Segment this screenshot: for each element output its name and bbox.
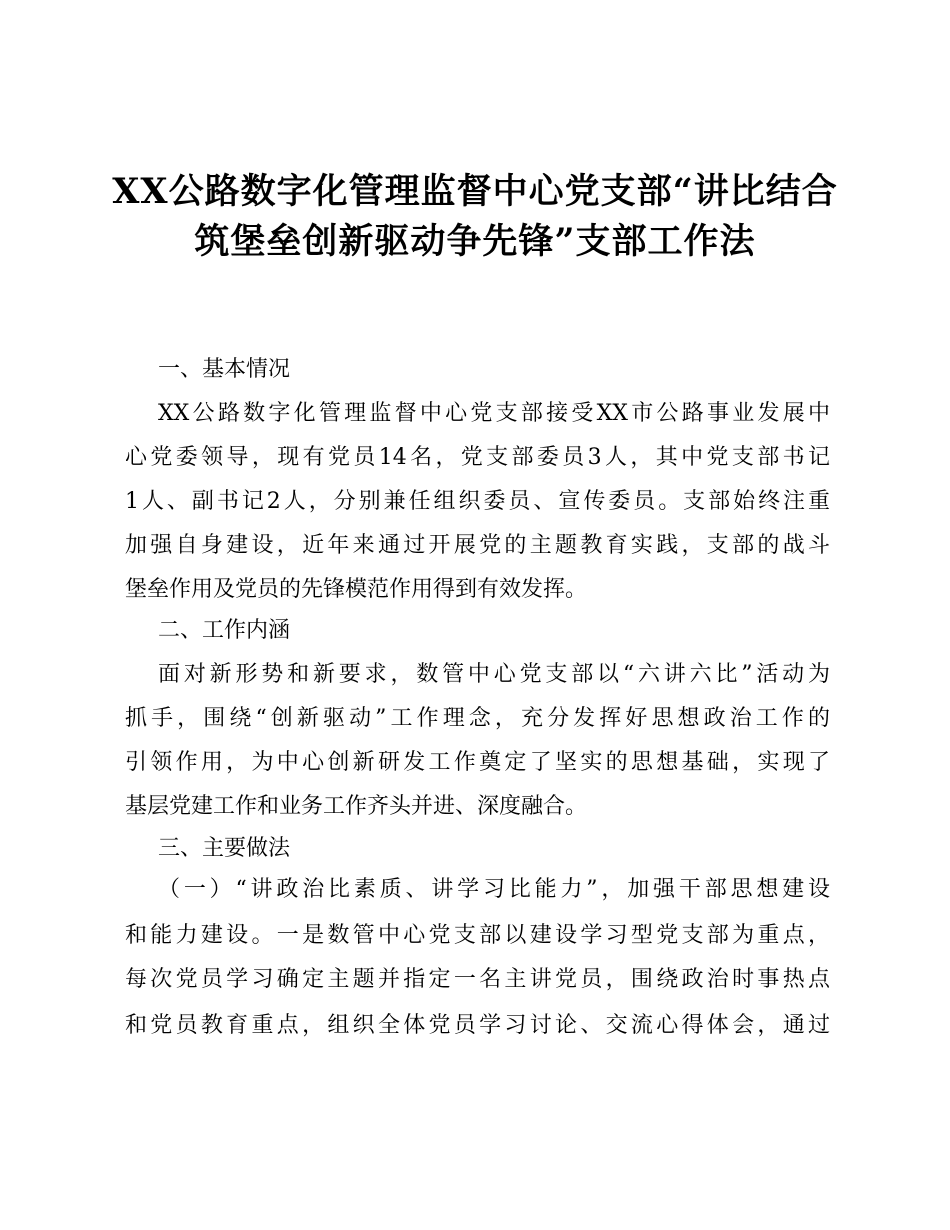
paragraph-line: 基层党建工作和业务工作齐头并进、深度融合。 <box>125 794 588 819</box>
paragraph-line: 1人、副书记2人，分别兼任组织委员、宣传委员。支部始终注重 <box>125 489 830 514</box>
paragraph-line: 堡垒作用及党员的先锋模范作用得到有效发挥。 <box>125 577 588 602</box>
paragraph-line: 心党委领导，现有党员14名，党支部委员3人，其中党支部书记 <box>125 445 830 470</box>
paragraph-line: 面对新形势和新要求，数管中心党支部以“六讲六比”活动为 <box>158 662 830 687</box>
paragraph-line: 和党员教育重点，组织全体党员学习讨论、交流心得体会，通过 <box>125 1013 830 1038</box>
paragraph-line: 引领作用，为中心创新研发工作奠定了坚实的思想基础，实现了 <box>125 750 830 775</box>
paragraph-line: 每次党员学习确定主题并指定一名主讲党员，围绕政治时事热点 <box>125 967 830 992</box>
document-title-line-2: 筑堡垒创新驱动争先锋”支部工作法 <box>194 221 756 262</box>
subsection-heading-line: （一）“讲政治比素质、讲学习比能力”，加强干部思想建设 <box>158 877 830 902</box>
paragraph-line: 和能力建设。一是数管中心党支部以建设学习型党支部为重点， <box>125 923 830 948</box>
paragraph-line: 加强自身建设，近年来通过开展党的主题教育实践，支部的战斗 <box>125 533 830 558</box>
section-heading-work-connotation: 二、工作内涵 <box>158 618 291 643</box>
section-heading-main-practices: 三、主要做法 <box>158 836 291 861</box>
paragraph-line: 抓手，围绕“创新驱动”工作理念，充分发挥好思想政治工作的 <box>125 706 830 731</box>
paragraph-line: XX公路数字化管理监督中心党支部接受XX市公路事业发展中 <box>158 401 830 426</box>
section-heading-basic-situation: 一、基本情况 <box>158 357 291 382</box>
document-title-line-1: XX公路数字化管理监督中心党支部“讲比结合 <box>112 171 838 212</box>
